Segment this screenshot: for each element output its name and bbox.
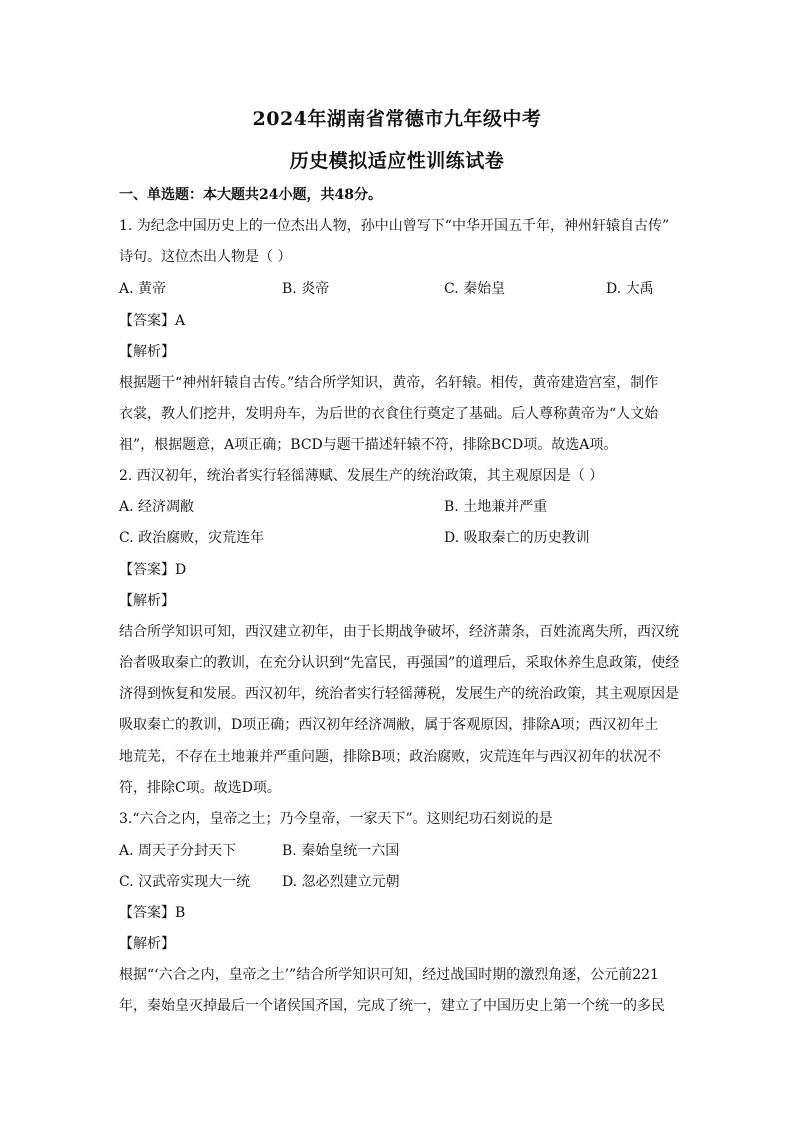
q3-option-a: A. 周天子分封天下 — [119, 843, 237, 859]
q1-answer: 【答案】A — [119, 313, 186, 329]
q2-stem-line1: 2. 西汉初年，统治者实行轻徭薄赋、发展生产的统治政策，其主观原因是（ ） — [119, 468, 604, 484]
q1-analysis-label: 【解析】 — [119, 344, 175, 360]
exam-title-line2: 历史模拟适应性训练试卷 — [289, 150, 505, 172]
q1-analysis-line3: 祖”，根据题意，A项正确；BCD与题干描述轩辕不符，排除BCD项。故选A项。 — [119, 437, 618, 453]
exam-title-line1: 2024年湖南省常德市九年级中考 — [252, 108, 542, 130]
q1-stem-line1: 1. 为纪念中国历史上的一位杰出人物，孙中山曾写下“中华开国五千年，神州轩辕自古传” — [119, 218, 670, 234]
q1-option-c: C. 秦始皇 — [444, 281, 506, 297]
q1-option-a: A. 黄帝 — [119, 281, 167, 297]
q3-option-c: C. 汉武帝实现大一统 — [119, 874, 251, 890]
section-heading: 一、单选题：本大题共24小题，共48分。 — [119, 187, 382, 203]
q2-option-d: D. 吸取秦亡的历史教训 — [444, 530, 590, 546]
q2-analysis-line4: 吸取秦亡的教训，D项正确；西汉初年经济凋敝，属于客观原因，排除A项；西汉初年土 — [119, 717, 659, 733]
q3-stem-line1: 3.“六合之内，皇帝之土；乃今皇帝，一家天下”。这则纪功石刻说的是 — [119, 811, 553, 827]
q2-option-b: B. 土地兼并严重 — [444, 499, 548, 515]
q2-option-c: C. 政治腐败，灾荒连年 — [119, 530, 265, 546]
q1-stem-line2: 诗句。这位杰出人物是（ ） — [119, 249, 292, 265]
q2-analysis-line5: 地荒芜，不存在土地兼并严重问题，排除B项；政治腐败，灾荒连年与西汉初年的状况不 — [119, 749, 662, 765]
q2-option-a: A. 经济凋敝 — [119, 499, 195, 515]
q2-answer: 【答案】D — [119, 562, 187, 578]
q3-option-d: D. 忽必烈建立元朝 — [282, 874, 400, 890]
q1-option-b: B. 炎帝 — [282, 281, 330, 297]
q2-analysis-line1: 结合所学知识可知，西汉建立初年，由于长期战争破坏，经济萧条，百姓流离失所，西汉统 — [119, 624, 679, 640]
q3-analysis-line2: 年，秦始皇灭掉最后一个诸侯国齐国，完成了统一，建立了中国历史上第一个统一的多民 — [119, 998, 665, 1014]
q3-analysis-label: 【解析】 — [119, 936, 175, 952]
q1-analysis-line1: 根据题干“神州轩辕自古传。”结合所学知识，黄帝，名轩辕。相传，黄帝建造宫室，制作 — [119, 375, 659, 391]
q2-analysis-line6: 符，排除C项。故选D项。 — [119, 780, 281, 796]
q2-analysis-line2: 治者吸取秦亡的教训，在充分认识到“先富民，再强国”的道理后，采取休养生息政策，使经 — [119, 655, 680, 671]
q1-option-d: D. 大禹 — [606, 281, 654, 297]
q3-answer: 【答案】B — [119, 905, 186, 921]
q2-analysis-line3: 济得到恢复和发展。西汉初年，统治者实行轻徭薄税，发展生产的统治政策，其主观原因是 — [119, 686, 679, 702]
q3-option-b: B. 秦始皇统一六国 — [282, 843, 400, 859]
q1-analysis-line2: 衣裳，教人们挖井，发明舟车，为后世的衣食住行奠定了基础。后人尊称黄帝为“人文始 — [119, 406, 659, 422]
q3-analysis-line1: 根据“‘六合之内，皇帝之土’”结合所学知识可知，经过战国时期的激烈角逐，公元前221 — [119, 967, 659, 983]
q2-analysis-label: 【解析】 — [119, 593, 175, 609]
